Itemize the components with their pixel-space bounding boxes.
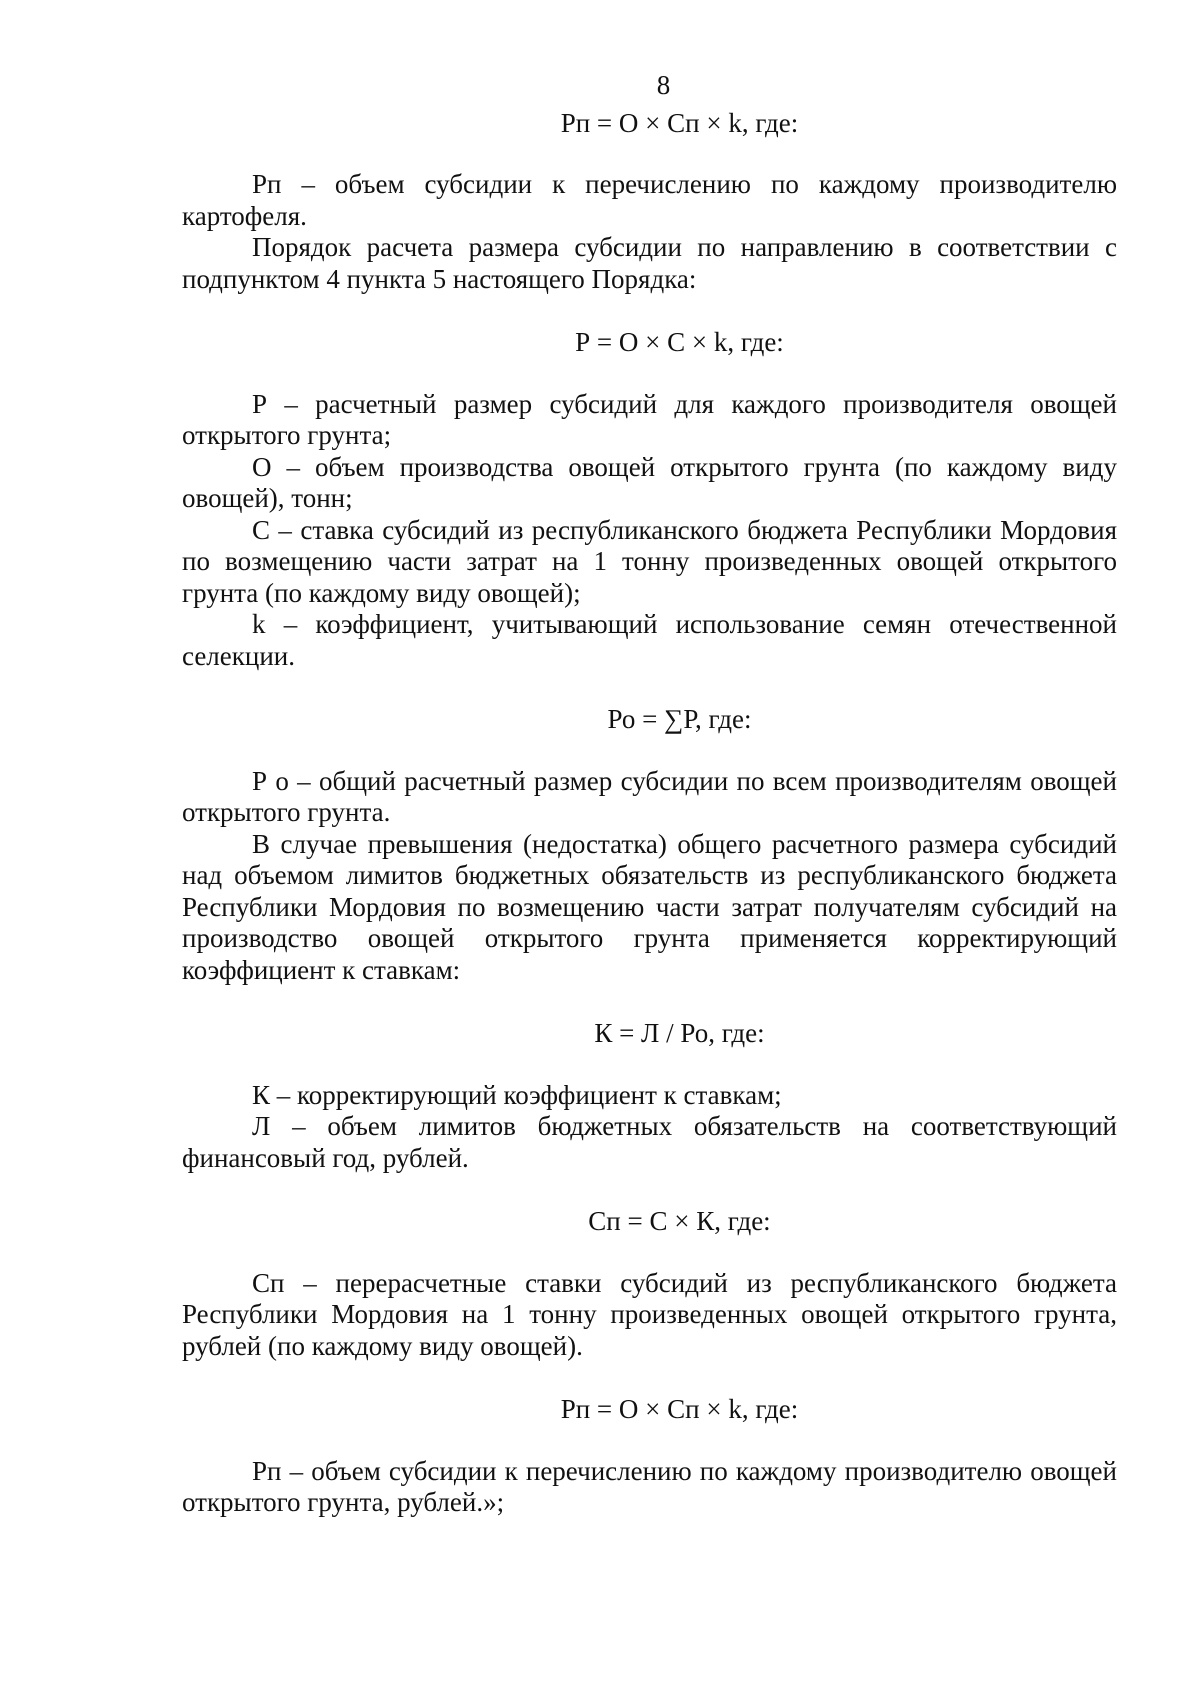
definition-cp: Сп – перерасчетные ставки субсидий из республиканского бюджета Республики Мордовия на 1 тонну произведенных овощей открытого грунта, рублей (по каждому виду овощей).: [182, 1267, 1117, 1361]
page-number: 8: [656, 70, 671, 100]
definition-o: О – объем производства овощей открытого грунта (по каждому виду овощей), тонн;: [182, 451, 1117, 513]
definition-l: Л – объем лимитов бюджетных обязательств на соответствующий финансовый год, рублей.: [182, 1111, 1117, 1173]
definition-p: Р – расчетный размер субсидий для каждого производителя овощей открытого грунта;: [182, 388, 1117, 450]
paragraph-correction: В случае превышения (недостатка) общего расчетного размера субсидий над объемом лимитов бюджетных обязательств из республиканского бюджета Республики Мордовия по возмещению части затрат получателям субсидий на производство овощей открытого грунта применяется корректирующий коэффициент к ставкам:: [182, 828, 1117, 985]
formula-cp: Сп = С × К, где:: [588, 1206, 771, 1236]
formula-po: Ро = ∑Р, где:: [607, 704, 752, 734]
definition-rp-potato: Рп – объем субсидии к перечислению по каждому производителю картофеля.: [182, 169, 1117, 231]
definition-k-correction: К – корректирующий коэффициент к ставкам;: [252, 1079, 782, 1110]
document-page: [182, 70, 1117, 1519]
definition-k-seed: k – коэффициент, учитывающий использование семян отечественной селекции.: [182, 609, 1117, 671]
paragraph-calculation-order: Порядок расчета размера субсидии по направлению в соответствии с подпунктом 4 пункта 5 настоящего Порядка:: [182, 232, 1117, 294]
formula-rp-potato: Pп = О × Сп × k, где:: [560, 107, 799, 138]
formula-rp-vegetables: Рп = О × Сп × k, где:: [560, 1394, 799, 1424]
definition-po: Р о – общий расчетный размер субсидии по всем производителям овощей открытого грунта.: [182, 765, 1117, 827]
definition-rp-vegetables: Рп – объем субсидии к перечислению по каждому производителю овощей открытого грунта, рублей.»;: [182, 1455, 1117, 1517]
formula-k: К = Л / Ро, где:: [594, 1018, 765, 1048]
definition-c: С – ставка субсидий из республиканского бюджета Республики Мордовия по возмещению части затрат на 1 тонну произведенных овощей открытого грунта (по каждому виду овощей);: [182, 514, 1117, 608]
formula-p: Р = О × С × k, где:: [575, 327, 784, 357]
